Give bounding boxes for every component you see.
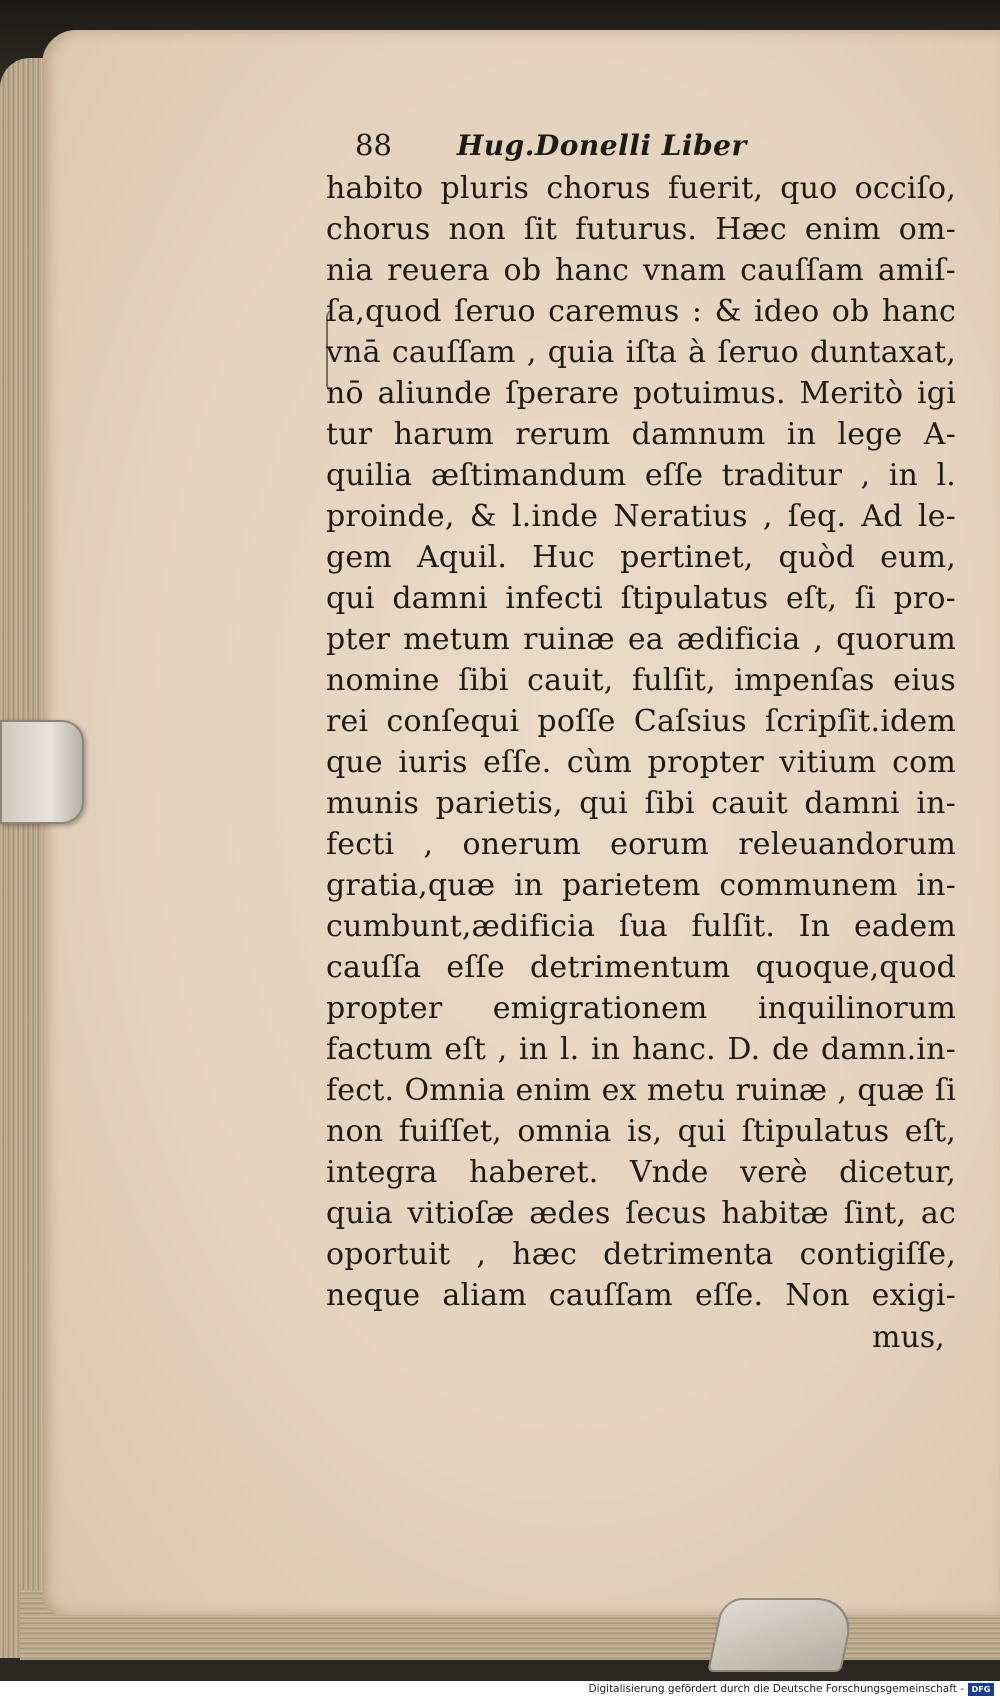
text-line: rei conſequi poſſe Caſsius ſcripſit.idem (326, 704, 956, 739)
digitization-credit: Digitalisierung gefördert durch die Deutsche Forschungsgemeinschaft - (588, 1683, 964, 1695)
text-line: nia reuera ob hanc vnam cauſſam amiſ- (326, 253, 956, 288)
text-line: oportuit , hæc detrimenta contigiſſe, (326, 1237, 956, 1272)
text-line: propter emigrationem inquilinorum (326, 991, 956, 1026)
catchword: mus, (872, 1320, 945, 1355)
text-line: factum eſt , in l. in hanc. D. de damn.in- (326, 1032, 956, 1067)
text-line: non fuiſſet, omnia is, qui ſtipulatus eſt, (326, 1114, 956, 1149)
text-line: tur harum rerum damnum in lege A- (326, 417, 956, 452)
text-line: cauſſa eſſe detrimentum quoque,quod (326, 950, 956, 985)
text-line: munis parietis, qui ſibi cauit damni in- (326, 786, 956, 821)
text-line: quia vitioſæ ædes ſecus habitæ ſint, ac (326, 1196, 956, 1231)
running-head (355, 128, 795, 162)
text-line: habito pluris chorus fuerit, quo occiſo, (326, 171, 956, 206)
text-line: quilia æſtimandum eſſe traditur , in l. (326, 458, 956, 493)
text-line: proinde, & l.inde Neratius , ſeq. Ad le- (326, 499, 956, 534)
text-line: nō aliunde ſperare potuimus. Meritò igi (326, 376, 956, 411)
text-line: gratia,quæ in parietem communem in- (326, 868, 956, 903)
text-line: cumbunt,ædificia ſua fulſit. In eadem (326, 909, 956, 944)
page-clip-left (0, 720, 84, 824)
running-title: Hug.Donelli Liber (456, 129, 747, 162)
page-clip-bottom (707, 1598, 857, 1672)
text-line: que iuris eſſe. cùm propter vitium com (326, 745, 956, 780)
text-line: integra haberet. Vnde verè dicetur, (326, 1155, 956, 1190)
text-line: fecti , onerum eorum releuandorum (326, 827, 956, 862)
text-line: fect. Omnia enim ex metu ruinæ , quæ ſi (326, 1073, 956, 1108)
text-line: ſa,quod ſeruo caremus : & ideo ob hanc (326, 294, 956, 329)
text-line: qui damni infecti ſtipulatus eſt, ſi pro- (326, 581, 956, 616)
text-line: neque aliam cauſſam eſſe. Non exigi- (326, 1278, 956, 1313)
text-line: vnā cauſſam , quia iſta à ſeruo duntaxat, (326, 335, 956, 370)
text-line: gem Aquil. Huc pertinet, quòd eum, (326, 540, 956, 575)
text-line: pter metum ruinæ ea ædificia , quorum (326, 622, 956, 657)
page-number: 88 (355, 128, 392, 162)
dfg-logo: DFG (968, 1683, 994, 1696)
text-line: nomine ſibi cauit, fulſit, impenſas eius (326, 663, 956, 698)
text-line: chorus non ſit futurus. Hæc enim om- (326, 212, 956, 247)
